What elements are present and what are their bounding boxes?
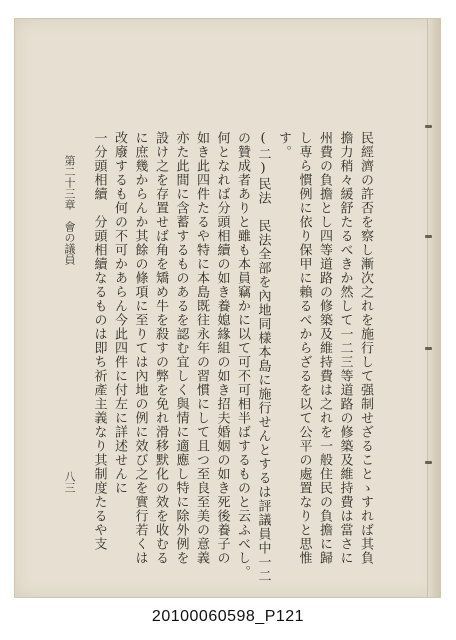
text-column: 民經濟の許否を察し漸次之れを施行して强制せざることゝすれば其負 [358,131,373,565]
text-column: す。 [276,131,291,159]
text-column: 擔力稍々緩舒たるべきか然して一二三等道路の修築及維持費は當さに [337,131,353,565]
text-column: し専ら慣例に依り保甲に賴るべからざるを以て公平の處置なりと思惟 [296,131,312,565]
text-column: 州費の負擔とし四等道路の修築及維持費は之れを一般住民の負擔に歸 [317,131,332,565]
text-column: 亦た此間に含蓄するものあるを認む宜しく與情に適應し特に除外例を [173,131,189,565]
text-column: (二)民法 民法全部を內地同樣本島に施行せんとするは評議員中一二 [255,131,271,583]
binding-stitch [425,125,432,128]
book-page [14,18,441,598]
text-column: 一分頭相續 分頭相續なるものは即ち祈產主義なり其制度たるや支 [91,131,107,551]
text-column: 如き此四件たるや特に本島既往永年の習慣にして且つ至良至美の意義 [194,131,209,565]
text-column: 設け之を存置せば角を矯め牛を殺すの弊を免れ滑移默化の效を收むる [153,131,168,565]
page-fore-edge [427,19,440,597]
running-head: 第二十三章 會の議員 [63,155,76,265]
text-column: の贊成者ありと雖も本員竊かに以て可不可相半ばするものと云ふべし。 [235,131,250,579]
binding-stitch [425,235,432,238]
text-column: 何となれば分頭相續の如き養媳緣組の如き招夫婚姻の如き死後養子の [214,131,230,565]
image-id-caption: 20100060598_P121 [151,608,305,625]
text-column: 改廢するも何の不可かあらん今此四件に付左に詳述せんに [112,131,127,495]
text-column: に庶幾からんか其餘の條項に至りては內地の例に效び之を實行若くは [132,131,148,565]
page-number: 八三 [63,471,76,493]
binding-stitch [425,347,432,350]
binding-stitch [425,461,432,464]
